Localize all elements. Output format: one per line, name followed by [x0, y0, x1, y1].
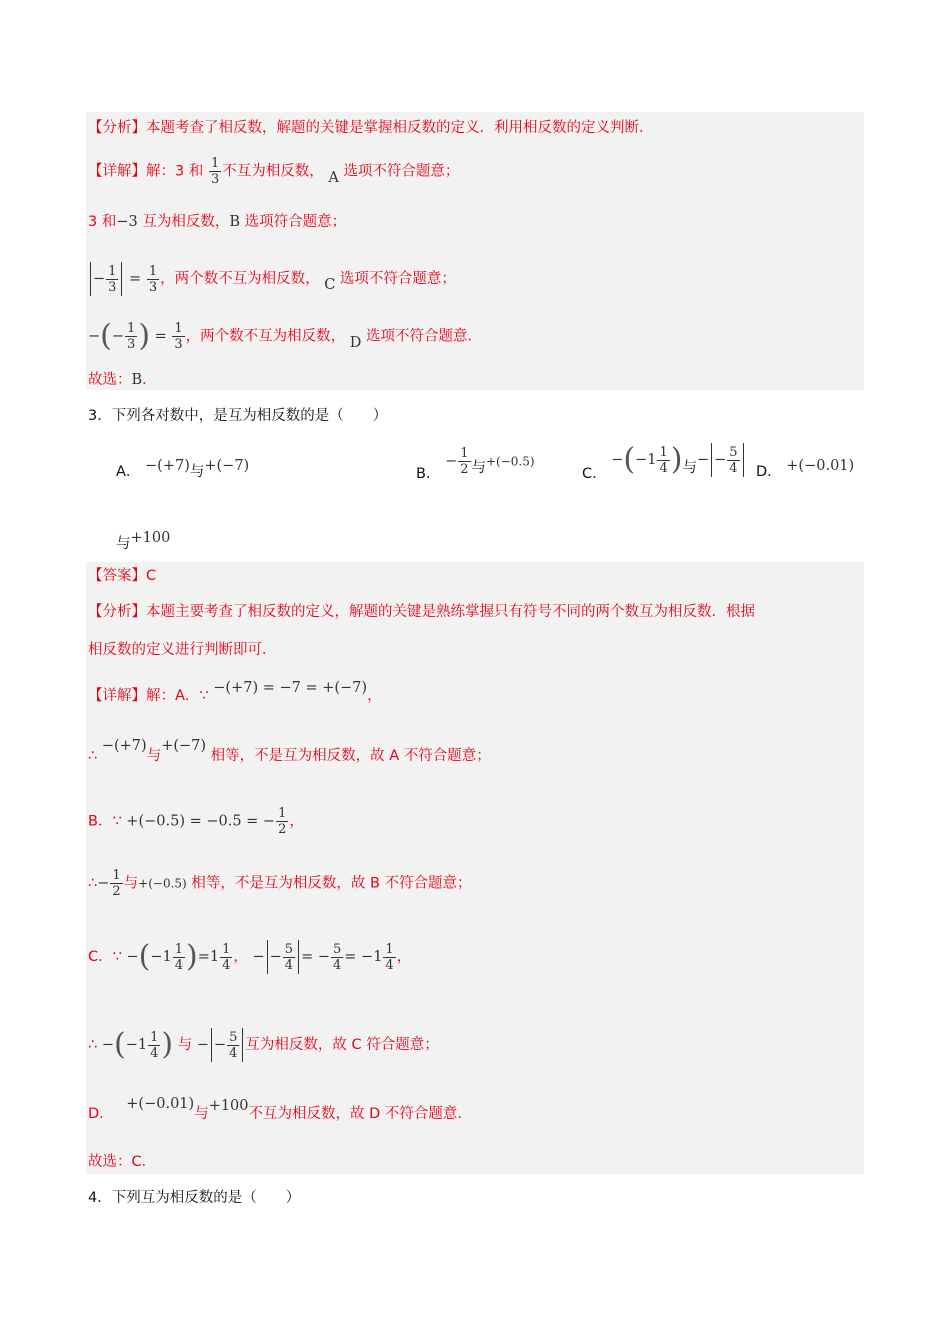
frac-den: 3 [127, 337, 136, 352]
q4-stem: 4．下列互为相反数的是（ ） [88, 1190, 301, 1206]
fraction [148, 1030, 160, 1061]
math-expr: +(−7) [204, 458, 250, 474]
comma: ， [367, 688, 382, 704]
analysis-text: 本题主要考查了相反数的定义，解题的关键是熟练掌握只有符号不同的两个数互为相反数．根据 [146, 604, 755, 620]
math-minus: − [126, 949, 139, 965]
therefore-symbol: ∴ [88, 875, 98, 892]
math-minus: − [611, 452, 624, 468]
abs-bar [242, 1028, 243, 1062]
with-word: 与 [189, 464, 205, 480]
math-expr: +100 [130, 530, 171, 546]
answer-value: C [146, 568, 157, 584]
q3-detail-a2 [88, 738, 491, 766]
q3-final-answer: 故选：C． [88, 1154, 157, 1170]
frac-num: 1 [108, 263, 117, 279]
abs-bar [711, 443, 712, 477]
math-expr: −(+7) = −7 = +(−7) [213, 680, 368, 696]
answer-tag: 【答案】 [88, 568, 146, 584]
paren: ( [114, 1027, 126, 1062]
conclusion-text: 不互为相反数，故 D 不符合题意． [248, 1106, 472, 1122]
option-label: B． [416, 465, 441, 482]
comma: ， [396, 949, 412, 965]
q3-detail-b2 [88, 868, 472, 899]
math-minus: − [111, 328, 125, 345]
with-word: 与 [471, 459, 486, 476]
fraction [147, 264, 159, 295]
frac-den: 4 [659, 460, 668, 476]
frac-den: 4 [729, 460, 738, 476]
detail-prefix: C．∵ [88, 949, 122, 965]
frac-num: 1 [150, 1029, 159, 1045]
q3-detail-c2 [88, 1028, 439, 1062]
abs-bar [267, 940, 268, 974]
frac-den: 3 [174, 337, 183, 352]
abs-bar [121, 262, 122, 296]
answer-letter: B [131, 372, 143, 388]
math-expr: +(−0.01) [126, 1096, 195, 1112]
analysis-tag: 【分析】 [88, 604, 146, 620]
b-tail: 选项符合题意； [244, 214, 347, 230]
frac-num: 5 [284, 941, 294, 957]
math-minus: − [269, 949, 282, 965]
fraction [657, 445, 669, 476]
with-word: 与 [146, 748, 162, 764]
frac-den: 4 [150, 1045, 159, 1061]
option-label: A． [116, 464, 141, 480]
frac-den: 2 [278, 822, 287, 837]
frac-den: 4 [222, 957, 231, 973]
equals: = [129, 271, 142, 287]
math-expr: −1 [125, 1037, 148, 1053]
detail-prefix: B．∵ [88, 813, 122, 830]
math-minus: − [714, 452, 727, 468]
frac-num: 1 [148, 263, 158, 279]
math-minus: − [445, 453, 458, 470]
b-prefix: 3 和 [88, 214, 117, 230]
frac-num: 1 [659, 444, 668, 460]
with-word: 与 [123, 875, 139, 892]
equals: = [154, 328, 167, 345]
q2-detail-d [88, 318, 483, 354]
frac-num: 1 [112, 868, 121, 883]
math-expr: −(+7) [101, 738, 147, 754]
paren: ( [100, 318, 112, 354]
d-tail: 选项不符合题意． [366, 328, 483, 345]
a-tail: 选项不符合题意； [343, 163, 460, 180]
math-expr: +(−0.5) = −0.5 = − [126, 813, 276, 830]
q3-detail-a [88, 680, 382, 706]
fraction [209, 156, 221, 187]
q3-option-b [416, 446, 535, 482]
q2-detail-c [88, 262, 456, 296]
math-expr: +(−0.01) [786, 458, 855, 474]
q3-detail-b [88, 806, 304, 837]
frac-num: 1 [278, 806, 287, 821]
paren: ) [186, 939, 198, 974]
comma: ， [233, 949, 248, 965]
frac-den: 3 [210, 172, 220, 187]
math-expr: =1 [197, 949, 220, 965]
fraction [125, 321, 137, 352]
q2-analysis [88, 118, 654, 138]
option-label: C． [582, 466, 607, 482]
q3-detail-d [88, 1096, 472, 1124]
analysis-text: 本题考查了相反数，解题的关键是掌握相反数的定义．利用相反数的定义判断． [146, 120, 654, 136]
math-expr: +(−0.5) [138, 876, 187, 891]
b-text: 互为相反数， [142, 214, 230, 230]
fraction [106, 264, 118, 295]
math-minus: − [213, 1037, 227, 1053]
math-minus: − [97, 875, 110, 892]
frac-den: 3 [108, 279, 117, 295]
answer-label: 故选： [88, 372, 132, 388]
q3-option-a [116, 458, 250, 482]
fraction [173, 942, 185, 973]
frac-den: 4 [333, 957, 342, 973]
frac-den: 4 [174, 957, 183, 973]
frac-num: 1 [210, 156, 220, 171]
detail-tag: 【详解】 [88, 688, 146, 704]
conclusion-text: 相等，不是互为相反数，故 A 不符合题意； [210, 748, 491, 764]
paren: ) [138, 318, 151, 354]
frac-num: 5 [333, 941, 342, 957]
frac-num: 1 [174, 321, 183, 336]
frac-den: 4 [229, 1045, 238, 1061]
math-minus: − [196, 1037, 209, 1053]
fraction [110, 868, 122, 899]
math-expr: = − [301, 949, 330, 965]
fraction [383, 942, 395, 973]
fraction [172, 321, 184, 352]
abs-bar [743, 443, 744, 477]
q3-detail-c [88, 940, 411, 974]
c-tail: 选项不符合题意； [339, 271, 456, 287]
detail-intro: 解：3 和 [146, 163, 204, 180]
q3-stem: 3．下列各对数中，是互为相反数的是（ ） [88, 408, 388, 424]
abs-bar [90, 262, 91, 296]
math-minus: − [93, 271, 106, 287]
abs-bar [211, 1028, 212, 1062]
paren: ( [138, 939, 151, 974]
detail-prefix: D． [88, 1106, 114, 1122]
math-expr: +(−0.5) [486, 454, 535, 469]
therefore-symbol: ∴ [88, 748, 98, 764]
math-expr: +(−7) [161, 738, 207, 754]
with-word: 与 [177, 1037, 193, 1053]
option-letter: B [229, 214, 240, 230]
detail-tag: 【详解】 [88, 163, 146, 180]
math-minus: − [88, 328, 101, 345]
frac-num: 1 [385, 941, 394, 957]
a-text: 不互为相反数， [222, 163, 324, 180]
math-minus: − [101, 1037, 114, 1053]
q3-option-d [756, 458, 855, 482]
frac-den: 4 [385, 957, 394, 973]
math-minus: − [252, 949, 265, 965]
q3-option-c [582, 442, 746, 482]
frac-num: 1 [460, 446, 469, 461]
frac-den: 2 [460, 462, 469, 477]
frac-num: 1 [222, 941, 231, 957]
answer-end: ． [142, 372, 157, 388]
c-text: ，两个数不互为相反数， [160, 271, 320, 287]
conclusion-text: 相等，不是互为相反数，故 B 不符合题意； [191, 875, 472, 892]
q3-analysis-1 [88, 602, 755, 622]
comma: ， [289, 813, 304, 830]
fraction [276, 806, 288, 837]
math-expr: +100 [208, 1098, 249, 1114]
analysis-tag: 【分析】 [88, 120, 146, 136]
q2-detail-a [88, 156, 459, 187]
paren: ) [161, 1027, 174, 1062]
with-word: 与 [116, 536, 131, 552]
q2-detail-b [88, 212, 346, 232]
paren: ( [623, 442, 636, 477]
fraction [727, 445, 739, 476]
therefore-symbol: ∴ [88, 1037, 98, 1053]
fraction [227, 1030, 239, 1061]
math-expr: −1 [635, 452, 657, 468]
with-word: 与 [194, 1106, 209, 1122]
q3-answer [88, 566, 156, 586]
math-expr: −(+7) [145, 458, 190, 474]
math-expr: = −1 [344, 949, 383, 965]
q3-option-d-cont [116, 528, 171, 552]
option-label: D． [756, 464, 782, 480]
math-minus: − [696, 452, 710, 468]
option-letter: D [349, 334, 362, 351]
fraction [331, 942, 343, 973]
detail-prefix: 解：A．∵ [146, 688, 209, 704]
frac-num: 1 [174, 941, 183, 957]
option-letter: C [324, 277, 336, 293]
q3-analysis-2: 相反数的定义进行判断即可． [88, 642, 277, 658]
math-expr: −1 [150, 949, 172, 965]
frac-den: 3 [148, 279, 158, 295]
frac-num: 5 [729, 444, 738, 460]
fraction [220, 942, 232, 973]
option-letter: A [328, 169, 339, 186]
math-expr: −3 [116, 214, 138, 230]
frac-den: 2 [112, 884, 121, 899]
conclusion-text: 互为相反数，故 C 符合题意； [245, 1037, 439, 1053]
frac-den: 4 [284, 957, 294, 973]
paren: ) [670, 442, 683, 477]
frac-num: 1 [127, 321, 136, 336]
with-word: 与 [682, 460, 697, 476]
fraction [458, 446, 470, 477]
frac-num: 5 [229, 1029, 238, 1045]
q2-answer [88, 370, 157, 390]
fraction [283, 942, 295, 973]
abs-bar [298, 940, 299, 974]
d-text: ，两个数不互为相反数， [185, 328, 346, 345]
